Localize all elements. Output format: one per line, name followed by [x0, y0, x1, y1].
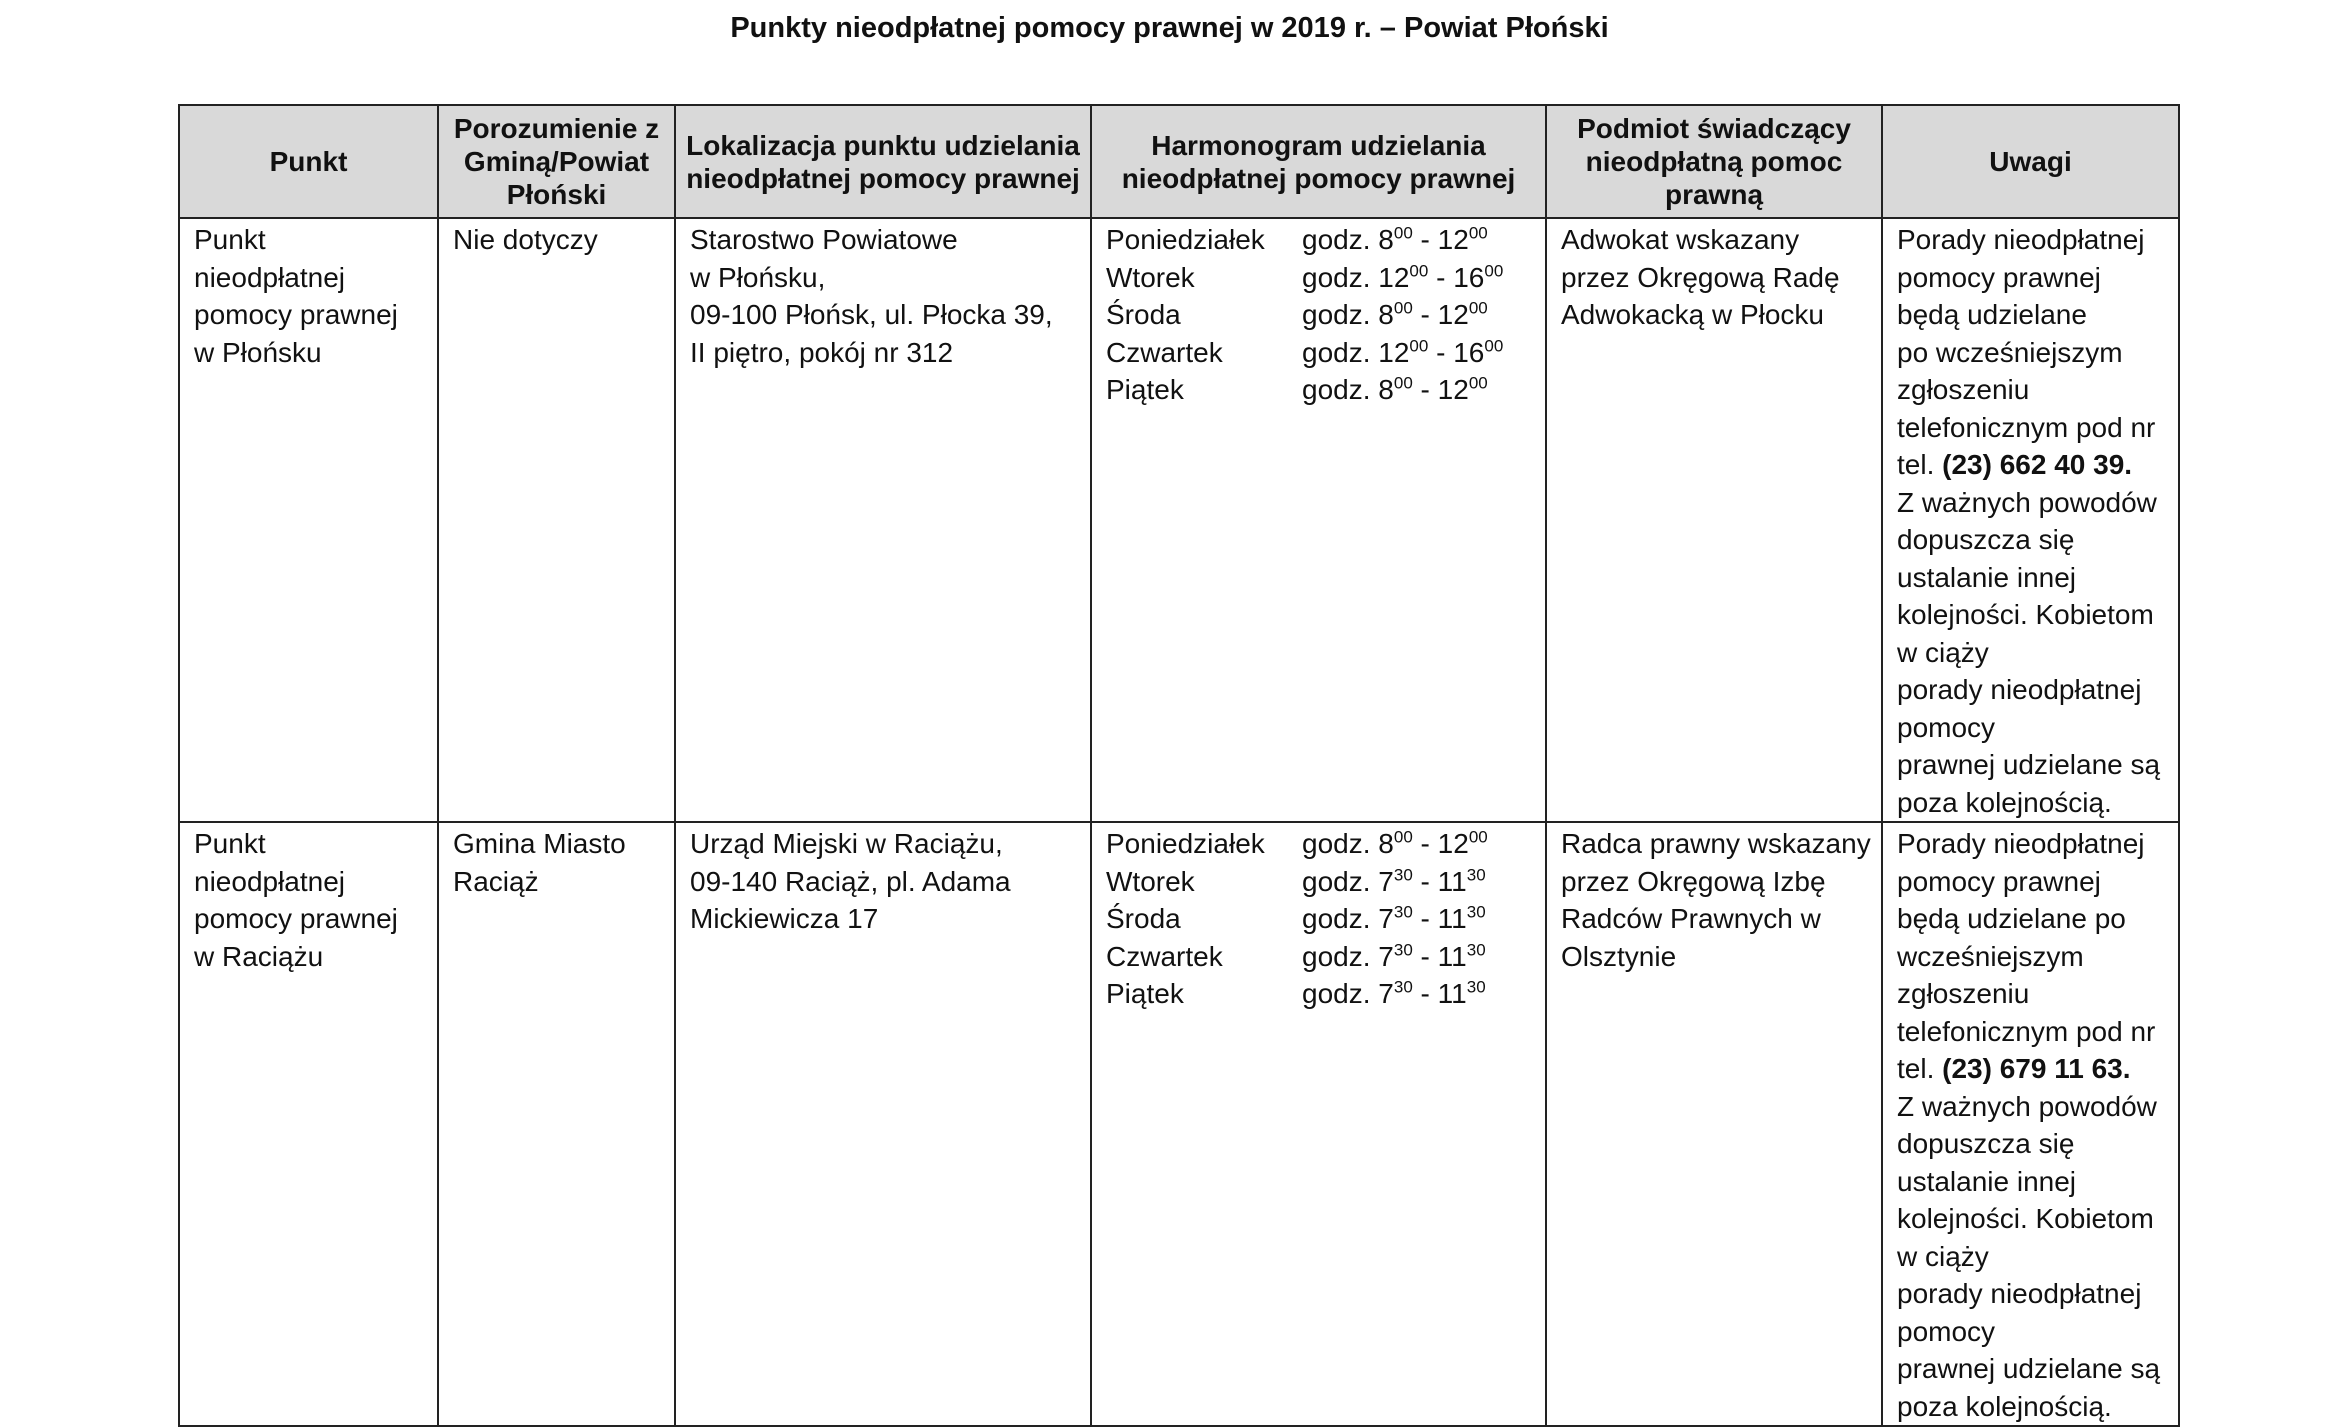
uwagi-line: ustalanie innej — [1897, 561, 2077, 593]
table-row — [179, 822, 2179, 1426]
header-punkt: Punkt — [179, 105, 438, 218]
minutes-sup: 00 — [1393, 827, 1413, 847]
schedule-hours: godz. $8^{00} - 12^{00}$ — [1302, 827, 1488, 859]
schedule-grid — [1106, 221, 1531, 409]
schedule-hours: godz. $12^{00} - 16^{00}$ — [1302, 336, 1504, 368]
header-podmiot: Podmiot świadczący nieodpłatną pomoc prawną — [1546, 105, 1882, 218]
lokalizacja-line: Starostwo Powiatowe — [690, 224, 958, 255]
page-title: Punkty nieodpłatnej pomocy prawnej w 2019 r. – Powiat Płoński — [730, 12, 1609, 44]
header-porozumienie: Porozumienie z Gminą/Powiat Płoński — [438, 105, 675, 218]
table-row — [179, 218, 2179, 822]
cell-porozumienie — [438, 822, 675, 1426]
schedule-hours: godz. $7^{30} - 11^{30}$ — [1302, 865, 1486, 897]
punkt-line: w Płońsku — [194, 336, 322, 368]
cell-porozumienie — [438, 218, 675, 822]
lokalizacja-line: w Płońsku, — [690, 261, 826, 293]
uwagi-line: prawnej udzielane są — [1897, 749, 2161, 780]
punkt-line: Punkt — [194, 828, 266, 859]
punkt-line: Punkt — [194, 224, 266, 255]
lokalizacja-line: Urząd Miejski w Raciążu, — [690, 828, 1003, 859]
uwagi-line: zgłoszeniu — [1897, 374, 2030, 405]
schedule-day: Piątek — [1106, 374, 1184, 405]
schedule-hours: godz. $7^{30} - 11^{30}$ — [1302, 902, 1486, 934]
uwagi-line: w ciąży — [1897, 636, 1989, 668]
schedule-day: Wtorek — [1106, 261, 1195, 293]
minutes-sup: 00 — [1393, 298, 1413, 318]
lokalizacja-line: II piętro, pokój nr 312 — [690, 336, 954, 368]
minutes-sup: 00 — [1468, 298, 1488, 318]
schedule-hours: godz. $12^{00} - 16^{00}$ — [1302, 261, 1504, 293]
schedule-day: Piątek — [1106, 978, 1184, 1009]
table-header-row — [179, 105, 2179, 218]
podmiot-line: Adwokacką w Płocku — [1561, 299, 1825, 330]
schedule-hours: godz. $8^{00} - 12^{00}$ — [1302, 298, 1488, 330]
uwagi-line: dopuszcza się — [1897, 524, 2075, 555]
punkt-line: pomocy prawnej — [194, 903, 398, 934]
podmiot-line: przez Okręgową Izbę — [1561, 865, 1826, 897]
schedule-hours: godz. $7^{30} - 11^{30}$ — [1302, 940, 1486, 972]
lokalizacja-line: 09-100 Płońsk, ul. Płocka 39, — [690, 299, 1053, 330]
uwagi-line: dopuszcza się — [1897, 1128, 2075, 1159]
cell-lokalizacja — [675, 822, 1091, 1426]
minutes-sup: 30 — [1393, 865, 1413, 885]
cell-uwagi — [1882, 822, 2179, 1426]
podmiot-line: przez Okręgową Radę — [1561, 261, 1840, 293]
legal-aid-table — [178, 104, 2180, 1427]
uwagi-line: będą udzielane — [1897, 299, 2087, 330]
minutes-sup: 00 — [1484, 261, 1504, 281]
uwagi-line: Z ważnych powodów — [1897, 486, 2157, 518]
cell-lokalizacja — [675, 218, 1091, 822]
cell-harmonogram — [1091, 822, 1546, 1426]
schedule-hours: godz. $8^{00} - 12^{00}$ — [1302, 223, 1488, 255]
minutes-sup: 00 — [1409, 336, 1429, 356]
punkt-line: w Raciążu — [194, 940, 324, 972]
schedule-day: Czwartek — [1106, 940, 1223, 972]
schedule-day: Wtorek — [1106, 865, 1195, 897]
minutes-sup: 30 — [1466, 940, 1486, 960]
minutes-sup: 30 — [1393, 940, 1413, 960]
schedule-day: Środa — [1106, 903, 1181, 934]
phone-number: (23) 679 11 63. — [1942, 1053, 2131, 1084]
punkt-line: nieodpłatnej — [194, 261, 346, 293]
cell-podmiot — [1546, 822, 1882, 1426]
uwagi-line: będą udzielane po — [1897, 903, 2126, 934]
punkt-line: pomocy prawnej — [194, 299, 398, 330]
cell-harmonogram — [1091, 218, 1546, 822]
uwagi-line: pomocy — [1897, 711, 1996, 743]
uwagi-line: pomocy — [1897, 1315, 1996, 1347]
podmiot-line: Olsztynie — [1561, 940, 1677, 972]
uwagi-line: ustalanie innej — [1897, 1165, 2077, 1197]
porozumienie-line: Gmina Miasto — [453, 828, 626, 859]
schedule-grid — [1106, 825, 1531, 1013]
schedule-hours: godz. $7^{30} - 11^{30}$ — [1302, 977, 1486, 1009]
podmiot-line: Adwokat wskazany — [1561, 224, 1800, 255]
cell-punkt — [179, 822, 438, 1426]
uwagi-line: Porady nieodpłatnej — [1897, 224, 2145, 255]
header-lokalizacja: Lokalizacja punktu udzielania nieodpłatnej pomocy prawnej — [675, 105, 1091, 218]
uwagi-line: kolejności. Kobietom — [1897, 1203, 2154, 1234]
minutes-sup: 00 — [1409, 261, 1429, 281]
podmiot-line: Radców Prawnych w — [1561, 903, 1821, 934]
schedule-day: Poniedziałek — [1106, 828, 1265, 859]
cell-podmiot — [1546, 218, 1882, 822]
minutes-sup: 00 — [1468, 223, 1488, 243]
minutes-sup: 00 — [1468, 373, 1488, 393]
uwagi-line: wcześniejszym — [1897, 940, 2084, 972]
uwagi-line: porady nieodpłatnej — [1897, 674, 2142, 705]
minutes-sup: 00 — [1393, 373, 1413, 393]
uwagi-line: poza kolejnością. — [1897, 1390, 2112, 1422]
uwagi-line: Z ważnych powodów — [1897, 1090, 2157, 1122]
phone-line: tel. (23) 662 40 39. — [1897, 449, 2133, 480]
lokalizacja-line: Mickiewicza 17 — [690, 903, 879, 934]
schedule-day: Czwartek — [1106, 336, 1223, 368]
podmiot-line: Radca prawny wskazany — [1561, 828, 1871, 859]
minutes-sup: 00 — [1468, 827, 1488, 847]
header-harmonogram: Harmonogram udzielania nieodpłatnej pomocy prawnej — [1091, 105, 1546, 218]
uwagi-line: porady nieodpłatnej — [1897, 1278, 2142, 1309]
schedule-day: Środa — [1106, 299, 1181, 330]
phone-number: (23) 662 40 39. — [1942, 449, 2133, 480]
uwagi-line: w ciąży — [1897, 1240, 1989, 1272]
uwagi-line: telefonicznym pod nr — [1897, 1015, 2156, 1047]
uwagi-line: Porady nieodpłatnej — [1897, 828, 2145, 859]
cell-uwagi — [1882, 218, 2179, 822]
phone-line: tel. (23) 679 11 63. — [1897, 1053, 2131, 1084]
cell-punkt — [179, 218, 438, 822]
uwagi-line: kolejności. Kobietom — [1897, 599, 2154, 630]
minutes-sup: 00 — [1393, 223, 1413, 243]
uwagi-line: poza kolejnością. — [1897, 786, 2112, 818]
minutes-sup: 30 — [1393, 977, 1413, 997]
minutes-sup: 30 — [1466, 865, 1486, 885]
porozumienie-line: Raciąż — [453, 865, 539, 897]
lokalizacja-line: 09-140 Raciąż, pl. Adama — [690, 865, 1011, 897]
uwagi-line: zgłoszeniu — [1897, 978, 2030, 1009]
uwagi-line: prawnej udzielane są — [1897, 1353, 2161, 1384]
uwagi-line: po wcześniejszym — [1897, 336, 2123, 368]
minutes-sup: 30 — [1466, 902, 1486, 922]
uwagi-line: pomocy prawnej — [1897, 865, 2101, 897]
uwagi-line: pomocy prawnej — [1897, 261, 2101, 293]
minutes-sup: 30 — [1393, 902, 1413, 922]
porozumienie-line: Nie dotyczy — [453, 224, 598, 255]
punkt-line: nieodpłatnej — [194, 865, 346, 897]
uwagi-line: telefonicznym pod nr — [1897, 411, 2156, 443]
schedule-day: Poniedziałek — [1106, 224, 1265, 255]
header-uwagi: Uwagi — [1882, 105, 2179, 218]
minutes-sup: 30 — [1466, 977, 1486, 997]
minutes-sup: 00 — [1484, 336, 1504, 356]
schedule-hours: godz. $8^{00} - 12^{00}$ — [1302, 373, 1488, 405]
